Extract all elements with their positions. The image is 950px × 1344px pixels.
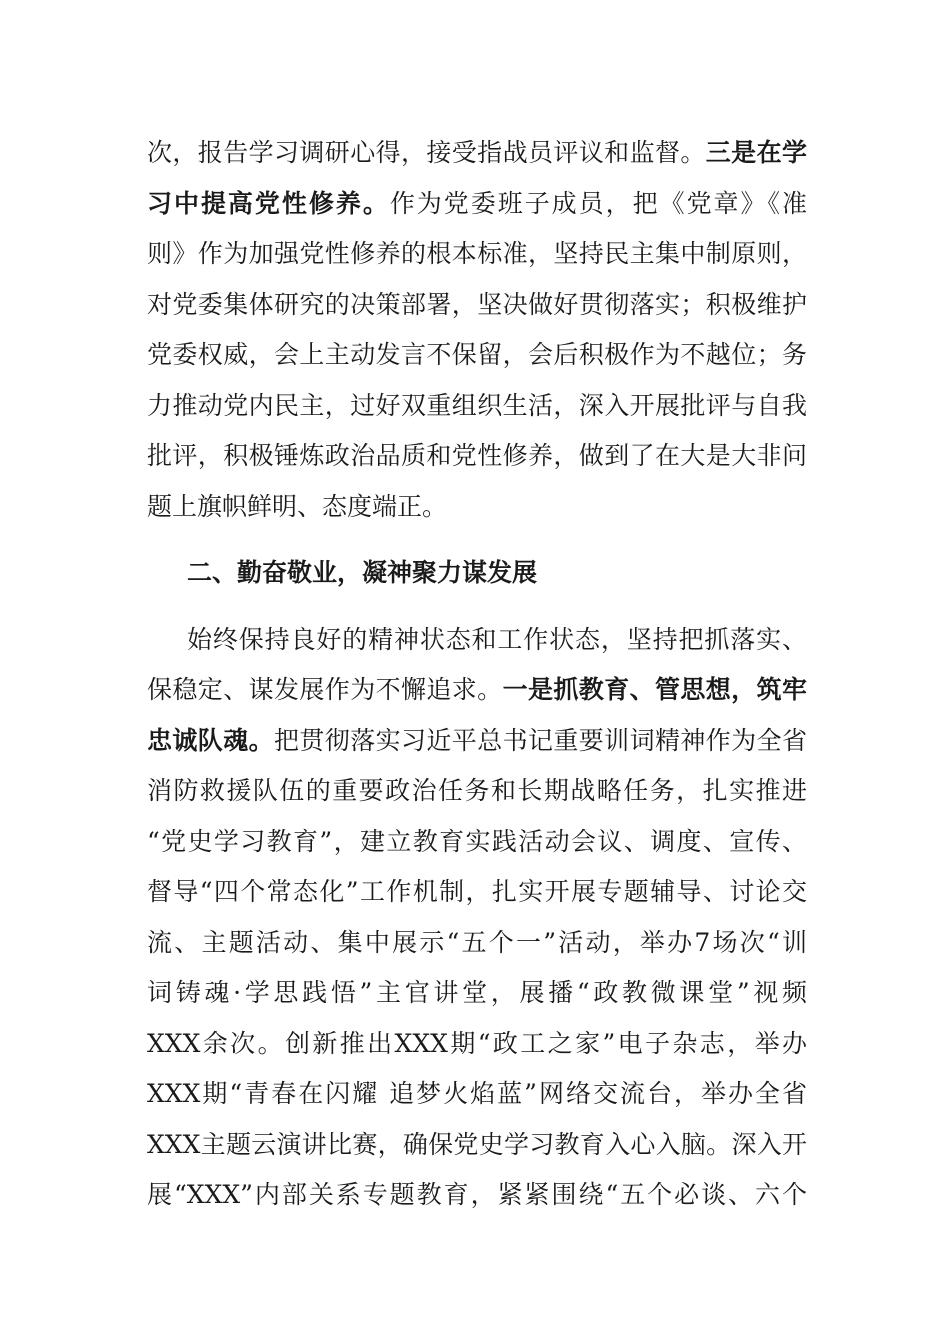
paragraph-line: 题上旗帜鲜明、态度端正。 xyxy=(147,491,448,521)
paragraph-text: 作为党委班子成员，把《党章》《准 xyxy=(389,188,807,218)
paragraph-line: 督导“四个常态化”工作机制，扎实开展专题辅导、讨论交 xyxy=(147,877,807,906)
paragraph-line: 消防救援队伍的重要政治任务和长期战略任务，扎实推进 xyxy=(147,776,807,805)
paragraph-text: 把贯彻落实习近平总书记重要训词精神作为全省 xyxy=(274,725,807,755)
paragraph-line: XXX期“青春在闪耀 追梦火焰蓝”网络交流台，举办全省 xyxy=(147,1079,807,1108)
paragraph-line: 展“XXX”内部关系专题教育，紧紧围绕“五个必谈、六个 xyxy=(147,1180,807,1209)
paragraph-text: 次，报告学习调研心得，接受指战员评议和监督。 xyxy=(147,138,706,167)
paragraph-line: “党史学习教育”，建立教育实践活动会议、调度、宣传、 xyxy=(147,826,807,856)
section-heading: 二、勤奋敬业，凝神聚力谋发展 xyxy=(187,558,538,587)
emphasis-text: 一是抓教育、管思想，筑牢 xyxy=(502,675,807,704)
emphasis-text: 三是在学 xyxy=(705,138,807,167)
emphasis-text: 忠诚队魂。 xyxy=(147,725,274,755)
paragraph-line: 流、主题活动、集中展示“五个一”活动，举办7场次“训 xyxy=(147,927,808,957)
paragraph-line xyxy=(147,716,807,767)
paragraph-line: 批评，积极锤炼政治品质和党性修养，做到了在大是大非问 xyxy=(147,441,807,470)
paragraph-line: 对党委集体研究的决策部署，坚决做好贯彻落实；积极维护 xyxy=(147,289,807,319)
paragraph-line: 党委权威，会上主动发言不保留，会后积极作为不越位；务 xyxy=(147,340,807,369)
paragraph-line: 词铸魂·学思践悟”主官讲堂，展播“政教微课堂”视频 xyxy=(147,978,807,1007)
paragraph-line xyxy=(147,179,807,230)
paragraph-line: XXX主题云演讲比赛，确保党史学习教育入心入脑。深入开 xyxy=(147,1129,807,1159)
paragraph-line: 则》作为加强党性修养的根本标准，坚持民主集中制原则， xyxy=(147,239,807,268)
paragraph-text: 保稳定、谋发展作为不懈追求。 xyxy=(147,675,503,704)
document-page xyxy=(147,128,807,1221)
paragraph-line xyxy=(147,128,807,179)
paragraph-line: XXX余次。创新推出XXX期“政工之家”电子杂志，举办 xyxy=(147,1028,807,1058)
paragraph-line xyxy=(147,665,807,716)
paragraph-line: 力推动党内民主，过好双重组织生活，深入开展批评与自我 xyxy=(147,390,807,420)
paragraph-line: 始终保持良好的精神状态和工作状态，坚持把抓落实、 xyxy=(187,624,807,654)
emphasis-text: 习中提高党性修养。 xyxy=(147,188,390,218)
